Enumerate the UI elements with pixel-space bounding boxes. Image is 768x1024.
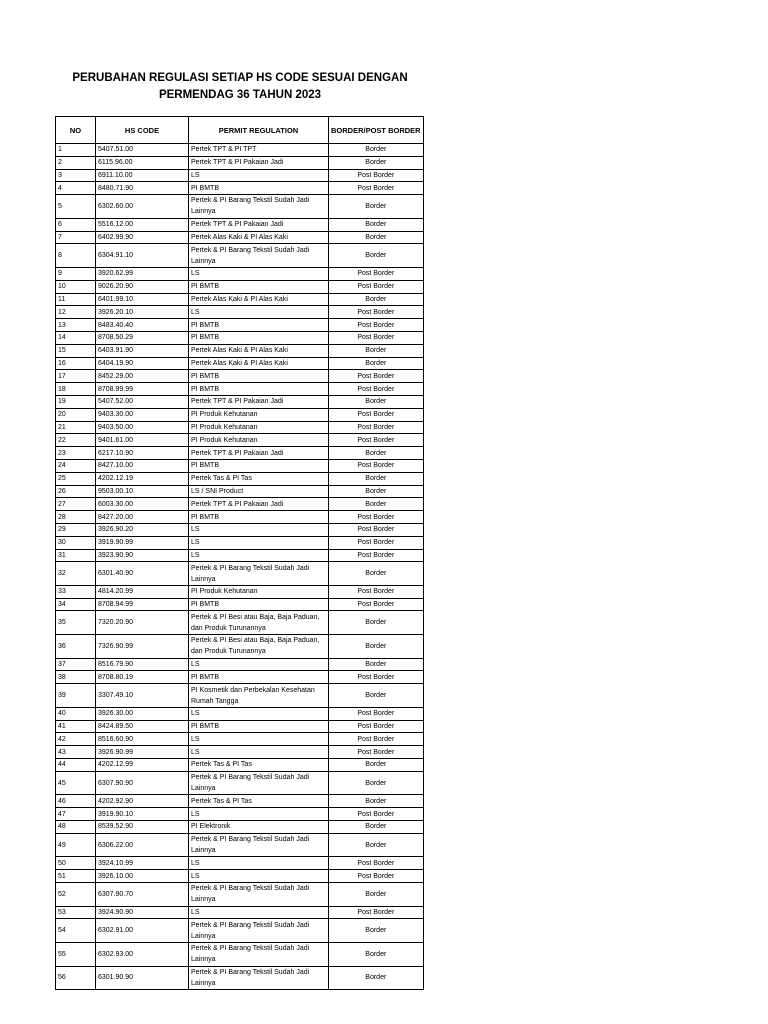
cell-hs-code: 6302.60.00	[96, 195, 189, 219]
cell-hs-code: 4202.12.19	[96, 472, 189, 485]
cell-no: 19	[56, 395, 96, 408]
cell-border-status: Border	[329, 144, 424, 157]
cell-border-status: Post Border	[329, 906, 424, 919]
title-line-2: PERMENDAG 36 TAHUN 2023	[158, 89, 322, 101]
table-row	[56, 472, 424, 485]
table-row	[56, 218, 424, 231]
table-row	[56, 808, 424, 821]
table-row	[56, 611, 424, 635]
cell-permit-regulation: Pertek TPT & PI Pakaian Jadi	[189, 447, 329, 460]
table-row	[56, 759, 424, 772]
cell-hs-code: 6003.30.00	[96, 498, 189, 511]
cell-no: 7	[56, 231, 96, 244]
cell-hs-code: 3926.10.00	[96, 870, 189, 883]
cell-hs-code: 8424.89.50	[96, 720, 189, 733]
cell-permit-regulation: PI BMTB	[189, 182, 329, 195]
cell-border-status: Post Border	[329, 870, 424, 883]
cell-hs-code: 4202.92.90	[96, 795, 189, 808]
cell-border-status: Post Border	[329, 549, 424, 562]
cell-hs-code: 4814.20.99	[96, 585, 189, 598]
cell-no: 4	[56, 182, 96, 195]
header-permit-regulation: PERMIT REGULATION	[189, 117, 329, 144]
cell-no: 44	[56, 759, 96, 772]
cell-permit-regulation: Pertek Tas & PI Tas	[189, 472, 329, 485]
table-row	[56, 833, 424, 857]
cell-permit-regulation: PI BMTB	[189, 383, 329, 396]
table-row	[56, 447, 424, 460]
cell-hs-code: 9026.20.90	[96, 280, 189, 293]
cell-permit-regulation: Pertek & PI Barang Tekstil Sudah Jadi Lainnya	[189, 966, 329, 990]
cell-no: 9	[56, 267, 96, 280]
cell-permit-regulation: LS	[189, 523, 329, 536]
cell-hs-code: 5516.12.00	[96, 218, 189, 231]
cell-permit-regulation: Pertek & PI Besi atau Baja, Baja Paduan, dan Produk Turunannya	[189, 635, 329, 659]
cell-border-status: Post Border	[329, 280, 424, 293]
cell-hs-code: 3924.10.99	[96, 857, 189, 870]
table-row	[56, 562, 424, 586]
cell-border-status: Border	[329, 883, 424, 907]
cell-no: 26	[56, 485, 96, 498]
cell-permit-regulation: PI Produk Kehutanan	[189, 434, 329, 447]
cell-no: 33	[56, 585, 96, 598]
cell-hs-code: 5407.51.00	[96, 144, 189, 157]
cell-no: 47	[56, 808, 96, 821]
table-row	[56, 293, 424, 306]
cell-permit-regulation: Pertek & PI Barang Tekstil Sudah Jadi Lainnya	[189, 943, 329, 967]
cell-border-status: Post Border	[329, 523, 424, 536]
cell-border-status: Border	[329, 447, 424, 460]
table-row	[56, 906, 424, 919]
cell-hs-code: 6301.40.90	[96, 562, 189, 586]
cell-no: 29	[56, 523, 96, 536]
cell-permit-regulation: LS	[189, 549, 329, 562]
cell-permit-regulation: Pertek & PI Barang Tekstil Sudah Jadi Lainnya	[189, 244, 329, 268]
cell-no: 38	[56, 671, 96, 684]
cell-no: 14	[56, 331, 96, 344]
cell-no: 52	[56, 883, 96, 907]
table-row	[56, 244, 424, 268]
cell-no: 49	[56, 833, 96, 857]
cell-hs-code: 8483.40.40	[96, 319, 189, 332]
cell-border-status: Post Border	[329, 671, 424, 684]
cell-permit-regulation: PI BMTB	[189, 280, 329, 293]
cell-permit-regulation: PI Elektronik	[189, 821, 329, 834]
cell-permit-regulation: Pertek Tas & PI Tas	[189, 795, 329, 808]
cell-border-status: Post Border	[329, 331, 424, 344]
table-row	[56, 306, 424, 319]
cell-border-status: Border	[329, 395, 424, 408]
cell-hs-code: 8708.94.99	[96, 598, 189, 611]
cell-no: 18	[56, 383, 96, 396]
cell-permit-regulation: PI Produk Kehutanan	[189, 421, 329, 434]
table-row	[56, 267, 424, 280]
cell-hs-code: 6402.99.90	[96, 231, 189, 244]
cell-hs-code: 4202.12.99	[96, 759, 189, 772]
cell-border-status: Post Border	[329, 598, 424, 611]
cell-no: 25	[56, 472, 96, 485]
cell-no: 22	[56, 434, 96, 447]
cell-permit-regulation: PI BMTB	[189, 598, 329, 611]
cell-no: 6	[56, 218, 96, 231]
cell-border-status: Border	[329, 195, 424, 219]
table-row	[56, 383, 424, 396]
cell-border-status: Post Border	[329, 511, 424, 524]
cell-permit-regulation: PI Produk Kehutanan	[189, 408, 329, 421]
cell-border-status: Border	[329, 771, 424, 795]
cell-no: 5	[56, 195, 96, 219]
cell-permit-regulation: PI BMTB	[189, 319, 329, 332]
table-row	[56, 821, 424, 834]
cell-permit-regulation: Pertek & PI Barang Tekstil Sudah Jadi Lainnya	[189, 195, 329, 219]
cell-permit-regulation: PI BMTB	[189, 459, 329, 472]
cell-border-status: Border	[329, 943, 424, 967]
table-body	[56, 144, 424, 990]
cell-border-status: Border	[329, 498, 424, 511]
cell-permit-regulation: Pertek Alas Kaki & PI Alas Kaki	[189, 293, 329, 306]
cell-border-status: Post Border	[329, 720, 424, 733]
cell-permit-regulation: LS	[189, 906, 329, 919]
cell-no: 54	[56, 919, 96, 943]
table-row	[56, 231, 424, 244]
document-title	[60, 70, 420, 104]
cell-no: 3	[56, 169, 96, 182]
table-row	[56, 523, 424, 536]
cell-permit-regulation: LS / SNI Product	[189, 485, 329, 498]
cell-hs-code: 6403.91.90	[96, 344, 189, 357]
cell-permit-regulation: LS	[189, 733, 329, 746]
table-row	[56, 720, 424, 733]
cell-hs-code: 6304.91.10	[96, 244, 189, 268]
cell-permit-regulation: Pertek & PI Besi atau Baja, Baja Paduan, dan Produk Turunannya	[189, 611, 329, 635]
table-row	[56, 182, 424, 195]
cell-border-status: Border	[329, 156, 424, 169]
header-hs-code: HS CODE	[96, 117, 189, 144]
cell-permit-regulation: PI BMTB	[189, 370, 329, 383]
cell-hs-code: 3920.62.99	[96, 267, 189, 280]
table-row	[56, 671, 424, 684]
cell-permit-regulation: Pertek & PI Barang Tekstil Sudah Jadi Lainnya	[189, 919, 329, 943]
cell-border-status: Border	[329, 562, 424, 586]
cell-permit-regulation: Pertek TPT & PI Pakaian Jadi	[189, 156, 329, 169]
cell-no: 28	[56, 511, 96, 524]
cell-hs-code: 6302.93.00	[96, 943, 189, 967]
cell-hs-code: 8480.71.90	[96, 182, 189, 195]
table-row	[56, 511, 424, 524]
table-row	[56, 485, 424, 498]
cell-border-status: Border	[329, 485, 424, 498]
cell-permit-regulation: Pertek Alas Kaki & PI Alas Kaki	[189, 231, 329, 244]
cell-no: 16	[56, 357, 96, 370]
cell-hs-code: 8708.50.29	[96, 331, 189, 344]
cell-no: 40	[56, 707, 96, 720]
table-row	[56, 635, 424, 659]
cell-border-status: Post Border	[329, 808, 424, 821]
cell-no: 56	[56, 966, 96, 990]
cell-no: 20	[56, 408, 96, 421]
cell-no: 2	[56, 156, 96, 169]
cell-hs-code: 3307.49.10	[96, 684, 189, 708]
cell-permit-regulation: Pertek TPT & PI TPT	[189, 144, 329, 157]
cell-no: 30	[56, 536, 96, 549]
cell-no: 21	[56, 421, 96, 434]
table-header-row	[56, 117, 424, 144]
table-row	[56, 156, 424, 169]
cell-hs-code: 8516.60.90	[96, 733, 189, 746]
cell-permit-regulation: LS	[189, 870, 329, 883]
cell-permit-regulation: Pertek Tas & PI Tas	[189, 759, 329, 772]
cell-permit-regulation: Pertek Alas Kaki & PI Alas Kaki	[189, 344, 329, 357]
cell-border-status: Post Border	[329, 746, 424, 759]
cell-hs-code: 8427.10.00	[96, 459, 189, 472]
cell-border-status: Post Border	[329, 536, 424, 549]
table-row	[56, 919, 424, 943]
cell-hs-code: 9403.30.00	[96, 408, 189, 421]
cell-border-status: Border	[329, 821, 424, 834]
cell-hs-code: 3926.20.10	[96, 306, 189, 319]
cell-no: 46	[56, 795, 96, 808]
cell-no: 48	[56, 821, 96, 834]
cell-permit-regulation: Pertek Alas Kaki & PI Alas Kaki	[189, 357, 329, 370]
table-row	[56, 870, 424, 883]
table-row	[56, 459, 424, 472]
cell-hs-code: 6307.90.70	[96, 883, 189, 907]
cell-hs-code: 8539.52.90	[96, 821, 189, 834]
cell-hs-code: 8427.20.00	[96, 511, 189, 524]
header-border-post-border: BORDER/POST BORDER	[329, 117, 424, 144]
cell-border-status: Border	[329, 244, 424, 268]
cell-border-status: Post Border	[329, 319, 424, 332]
cell-border-status: Post Border	[329, 421, 424, 434]
cell-border-status: Post Border	[329, 383, 424, 396]
cell-permit-regulation: LS	[189, 808, 329, 821]
cell-hs-code: 8516.79.90	[96, 658, 189, 671]
cell-hs-code: 3919.90.99	[96, 536, 189, 549]
cell-permit-regulation: Pertek & PI Barang Tekstil Sudah Jadi Lainnya	[189, 833, 329, 857]
cell-border-status: Post Border	[329, 434, 424, 447]
cell-border-status: Border	[329, 357, 424, 370]
cell-border-status: Border	[329, 759, 424, 772]
title-line-1: PERUBAHAN REGULASI SETIAP HS CODE SESUAI DENGAN	[72, 72, 408, 84]
table-row	[56, 549, 424, 562]
cell-border-status: Border	[329, 658, 424, 671]
cell-no: 53	[56, 906, 96, 919]
cell-no: 8	[56, 244, 96, 268]
cell-border-status: Border	[329, 919, 424, 943]
cell-border-status: Border	[329, 218, 424, 231]
table-row	[56, 746, 424, 759]
cell-hs-code: 9403.50.00	[96, 421, 189, 434]
cell-hs-code: 3926.30.00	[96, 707, 189, 720]
cell-no: 27	[56, 498, 96, 511]
table-row	[56, 536, 424, 549]
cell-no: 24	[56, 459, 96, 472]
cell-permit-regulation: LS	[189, 306, 329, 319]
cell-permit-regulation: Pertek & PI Barang Tekstil Sudah Jadi Lainnya	[189, 883, 329, 907]
cell-border-status: Post Border	[329, 370, 424, 383]
cell-no: 12	[56, 306, 96, 319]
table-row	[56, 733, 424, 746]
table-row	[56, 395, 424, 408]
table-row	[56, 434, 424, 447]
cell-no: 55	[56, 943, 96, 967]
cell-border-status: Border	[329, 293, 424, 306]
cell-border-status: Post Border	[329, 182, 424, 195]
cell-hs-code: 6401.99.10	[96, 293, 189, 306]
cell-permit-regulation: LS	[189, 707, 329, 720]
cell-permit-regulation: PI BMTB	[189, 331, 329, 344]
cell-border-status: Post Border	[329, 306, 424, 319]
table-row	[56, 370, 424, 383]
cell-no: 10	[56, 280, 96, 293]
cell-permit-regulation: PI BMTB	[189, 511, 329, 524]
cell-hs-code: 8708.80.19	[96, 671, 189, 684]
cell-permit-regulation: PI Produk Kehutanan	[189, 585, 329, 598]
cell-permit-regulation: Pertek & PI Barang Tekstil Sudah Jadi Lainnya	[189, 771, 329, 795]
cell-hs-code: 6301.90.90	[96, 966, 189, 990]
table-row	[56, 357, 424, 370]
cell-no: 11	[56, 293, 96, 306]
cell-border-status: Border	[329, 231, 424, 244]
cell-hs-code: 3923.90.90	[96, 549, 189, 562]
table-row	[56, 684, 424, 708]
cell-no: 34	[56, 598, 96, 611]
cell-border-status: Border	[329, 833, 424, 857]
cell-hs-code: 3926.90.99	[96, 746, 189, 759]
cell-border-status: Post Border	[329, 733, 424, 746]
cell-no: 41	[56, 720, 96, 733]
cell-no: 17	[56, 370, 96, 383]
cell-no: 43	[56, 746, 96, 759]
cell-hs-code: 6306.22.00	[96, 833, 189, 857]
cell-no: 32	[56, 562, 96, 586]
cell-border-status: Border	[329, 472, 424, 485]
table-row	[56, 498, 424, 511]
cell-no: 37	[56, 658, 96, 671]
cell-no: 51	[56, 870, 96, 883]
cell-no: 31	[56, 549, 96, 562]
table-row	[56, 280, 424, 293]
table-row	[56, 883, 424, 907]
cell-permit-regulation: PI BMTB	[189, 720, 329, 733]
table-row	[56, 707, 424, 720]
cell-border-status: Post Border	[329, 169, 424, 182]
cell-no: 39	[56, 684, 96, 708]
cell-border-status: Post Border	[329, 857, 424, 870]
cell-no: 1	[56, 144, 96, 157]
table-row	[56, 421, 424, 434]
cell-hs-code: 8708.99.99	[96, 383, 189, 396]
cell-hs-code: 3926.90.20	[96, 523, 189, 536]
cell-hs-code: 6217.10.90	[96, 447, 189, 460]
cell-hs-code: 6911.10.00	[96, 169, 189, 182]
cell-permit-regulation: LS	[189, 267, 329, 280]
table-row	[56, 331, 424, 344]
cell-hs-code: 3924.90.90	[96, 906, 189, 919]
cell-border-status: Post Border	[329, 707, 424, 720]
cell-border-status: Post Border	[329, 585, 424, 598]
cell-hs-code: 6404.19.90	[96, 357, 189, 370]
table-row	[56, 195, 424, 219]
cell-permit-regulation: Pertek TPT & PI Pakaian Jadi	[189, 498, 329, 511]
cell-no: 23	[56, 447, 96, 460]
cell-hs-code: 6307.90.90	[96, 771, 189, 795]
cell-permit-regulation: LS	[189, 536, 329, 549]
cell-border-status: Border	[329, 635, 424, 659]
cell-no: 36	[56, 635, 96, 659]
cell-border-status: Post Border	[329, 408, 424, 421]
table-row	[56, 169, 424, 182]
cell-hs-code: 9401.61.00	[96, 434, 189, 447]
table-row	[56, 771, 424, 795]
cell-permit-regulation: PI BMTB	[189, 671, 329, 684]
cell-permit-regulation: LS	[189, 658, 329, 671]
table-row	[56, 144, 424, 157]
cell-hs-code: 8452.29.00	[96, 370, 189, 383]
cell-border-status: Post Border	[329, 459, 424, 472]
table-row	[56, 319, 424, 332]
cell-permit-regulation: Pertek TPT & PI Pakaian Jadi	[189, 218, 329, 231]
table-row	[56, 943, 424, 967]
cell-no: 45	[56, 771, 96, 795]
cell-border-status: Border	[329, 611, 424, 635]
cell-permit-regulation: LS	[189, 746, 329, 759]
cell-border-status: Border	[329, 795, 424, 808]
cell-hs-code: 7320.20.90	[96, 611, 189, 635]
cell-permit-regulation: Pertek TPT & PI Pakaian Jadi	[189, 395, 329, 408]
cell-no: 42	[56, 733, 96, 746]
table-row	[56, 857, 424, 870]
cell-permit-regulation: PI Kosmetik dan Perbekalan Kesehatan Rumah Tangga	[189, 684, 329, 708]
cell-border-status: Border	[329, 966, 424, 990]
cell-hs-code: 6302.91.00	[96, 919, 189, 943]
cell-hs-code: 6115.96.00	[96, 156, 189, 169]
cell-hs-code: 9503.00.10	[96, 485, 189, 498]
table-row	[56, 344, 424, 357]
table-row	[56, 658, 424, 671]
cell-border-status: Border	[329, 344, 424, 357]
table-row	[56, 966, 424, 990]
cell-no: 35	[56, 611, 96, 635]
table-row	[56, 585, 424, 598]
cell-no: 15	[56, 344, 96, 357]
table-row	[56, 795, 424, 808]
cell-permit-regulation: LS	[189, 169, 329, 182]
hs-code-table	[55, 116, 424, 990]
header-no: NO	[56, 117, 96, 144]
cell-hs-code: 3919.90.10	[96, 808, 189, 821]
cell-permit-regulation: LS	[189, 857, 329, 870]
cell-permit-regulation: Pertek & PI Barang Tekstil Sudah Jadi Lainnya	[189, 562, 329, 586]
cell-no: 13	[56, 319, 96, 332]
cell-hs-code: 5407.52.00	[96, 395, 189, 408]
cell-hs-code: 7326.90.99	[96, 635, 189, 659]
table-row	[56, 598, 424, 611]
cell-border-status: Post Border	[329, 267, 424, 280]
table-row	[56, 408, 424, 421]
cell-border-status: Border	[329, 684, 424, 708]
cell-no: 50	[56, 857, 96, 870]
